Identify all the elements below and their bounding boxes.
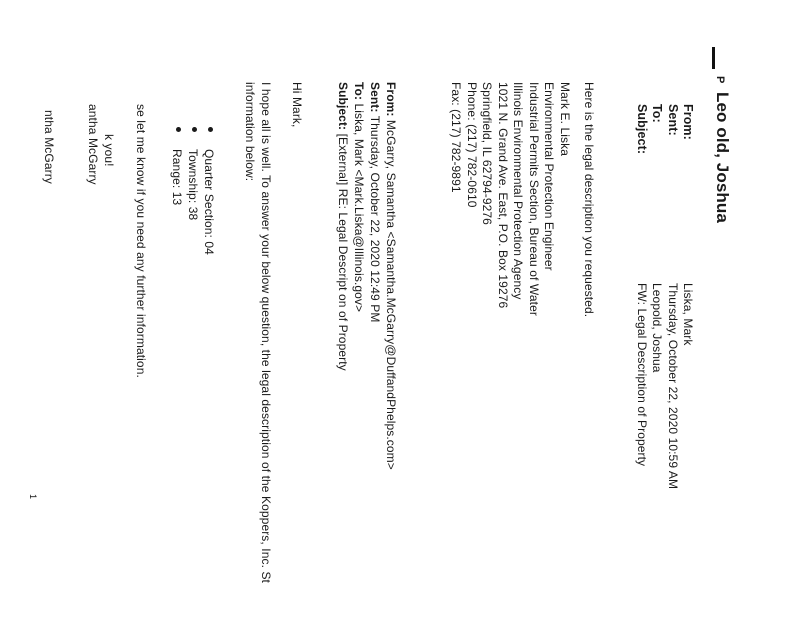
- fwd-subject-line: [336, 82, 350, 371]
- sent-value: Thursday, October 22, 2020 10:59 AM: [666, 283, 680, 490]
- fwd-to-value: Liska, Mark <Mark.Liska@Illinois.gov>: [352, 100, 366, 313]
- bullet-dot-3: [176, 127, 181, 132]
- signature-line-5: 1021 N. Grand Ave. East, P.O. Box 19276: [496, 82, 510, 309]
- logo-fragment: P: [714, 76, 726, 84]
- intro-line: Here is the legal description you requested.: [582, 82, 596, 318]
- signature-line-7: Phone: (217) 782-0610: [465, 82, 479, 208]
- signature-line-2: Environmental Protection Engineer: [542, 82, 556, 271]
- subject-value: FW: Legal Description of Property: [635, 283, 649, 467]
- from-value: Liska, Mark: [681, 283, 695, 346]
- closing-line: se let me know if you need any further information.: [134, 104, 148, 378]
- fwd-sent-value: Thursday, October 22, 2020 12:49 PM: [368, 112, 382, 323]
- fwd-from-label: From:: [384, 82, 398, 117]
- bullet-item-2: Township: 38: [186, 149, 200, 221]
- signature-line-4: Illinois Environmental Protection Agency: [511, 82, 525, 300]
- bullet-dot-1: [208, 127, 213, 132]
- logo-bar: [712, 47, 715, 69]
- fwd-from-value: McGarry, Samantha <Samantha.McGarry@DuffandPhelps.com>: [384, 116, 398, 470]
- fwd-subject-value: [External] RE: Legal Descript on of Property: [336, 130, 350, 371]
- fwd-from-line: [384, 82, 398, 470]
- bullet-item-1: Quarter Section: 04: [202, 149, 216, 255]
- paragraph-line-2: information below:: [243, 82, 257, 182]
- greeting: Hi Mark,: [290, 82, 304, 128]
- signature-line-3: Industrial Permits Section, Bureau of Water: [527, 82, 541, 316]
- fwd-sent-label: Sent:: [368, 82, 382, 113]
- to-label: To:: [650, 104, 664, 123]
- fwd-subject-label: Subject:: [336, 82, 350, 131]
- sign-name-1: antha McGarry: [86, 104, 100, 185]
- signature-line-1: Mark E. Liska: [558, 82, 572, 156]
- bullet-item-3: Range: 13: [170, 149, 184, 206]
- fwd-to-line: [352, 82, 366, 312]
- subject-label: Subject:: [635, 104, 649, 155]
- page-number: 1: [28, 494, 38, 500]
- thanks-line: k you!: [102, 134, 116, 167]
- header-name: Leo old, Joshua: [713, 92, 732, 223]
- to-value: Leopold, Joshua: [650, 283, 664, 373]
- paragraph-line-1: I hope all is well. To answer your below question, the legal description of the Koppers, Inc. St: [259, 82, 273, 583]
- from-label: From:: [681, 104, 695, 140]
- sign-name-2: ntha McGarry: [42, 110, 56, 184]
- fwd-sent-line: [368, 82, 382, 322]
- fwd-to-label: To:: [352, 82, 366, 101]
- sent-label: Sent:: [666, 104, 680, 136]
- signature-line-6: Springfield, IL 62794-9276: [480, 82, 494, 225]
- bullet-dot-2: [192, 127, 197, 132]
- signature-line-8: Fax: (217) 782-9891: [449, 82, 463, 193]
